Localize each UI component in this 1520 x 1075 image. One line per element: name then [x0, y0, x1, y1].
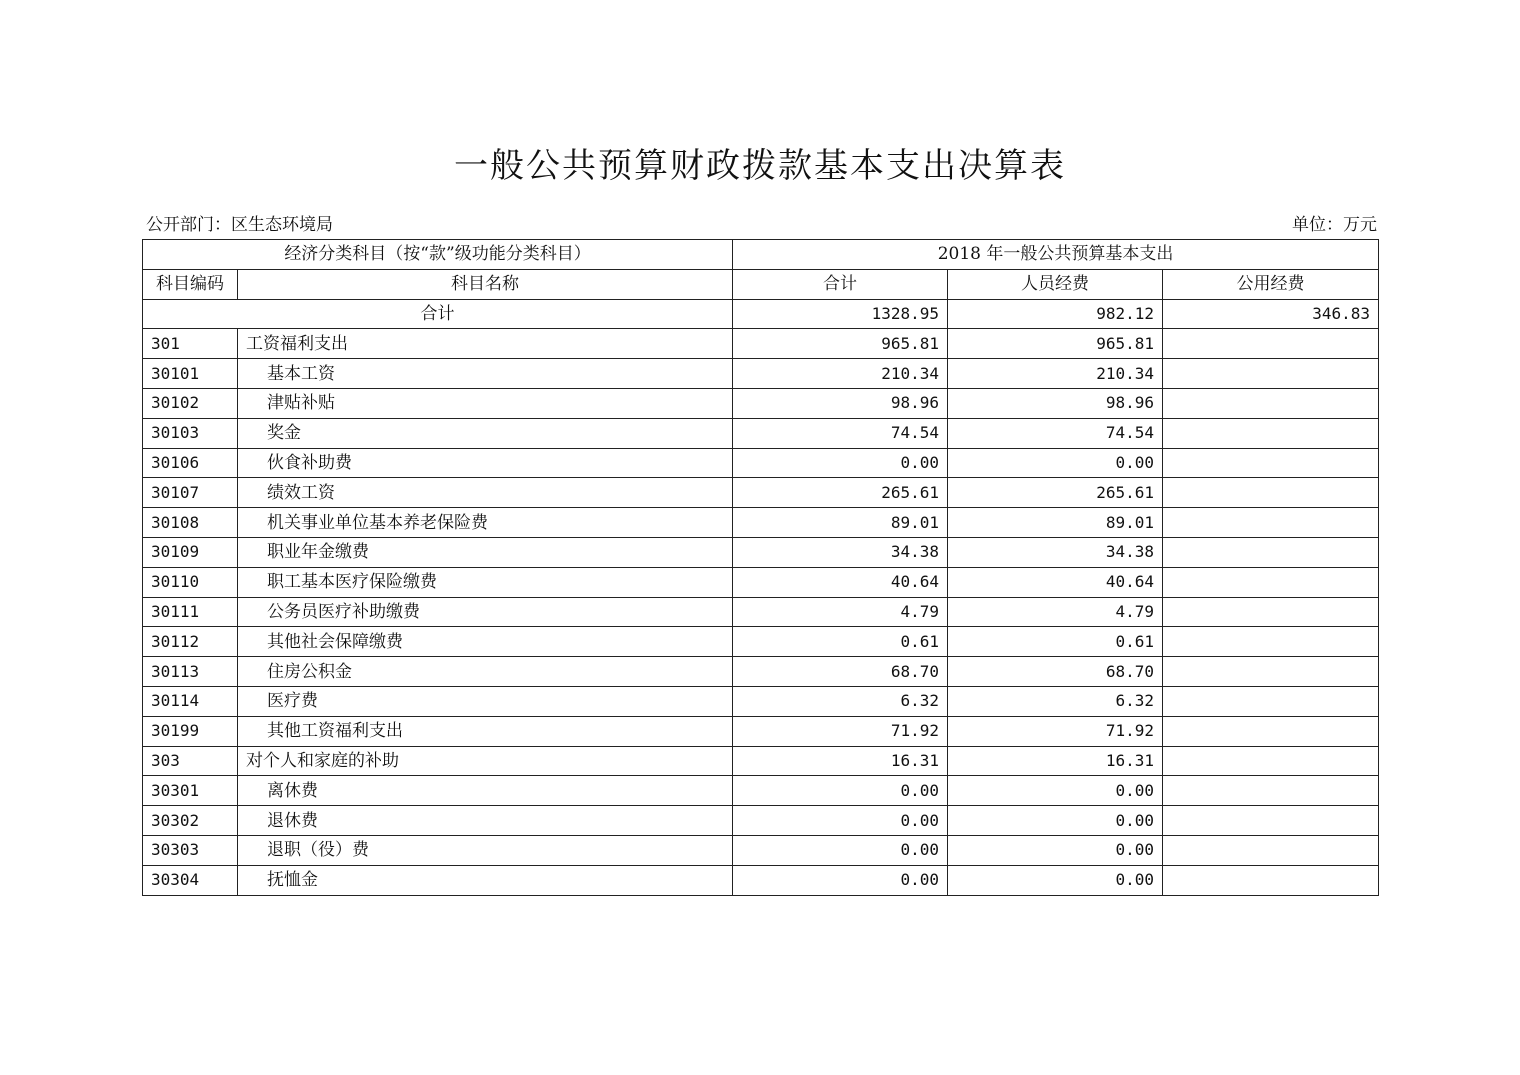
- col-header-personnel: 人员经费: [948, 269, 1163, 299]
- row-public: [1163, 835, 1379, 865]
- budget-table: [142, 239, 1379, 896]
- row-name: 对个人和家庭的补助: [238, 746, 733, 776]
- row-personnel: 68.70: [948, 657, 1163, 687]
- row-code: 30111: [143, 597, 238, 627]
- table-row: [143, 776, 1379, 806]
- table-row: [143, 865, 1379, 895]
- total-row-personnel: 982.12: [948, 299, 1163, 329]
- row-name: 住房公积金: [238, 657, 733, 687]
- row-personnel: 40.64: [948, 567, 1163, 597]
- row-total: 40.64: [733, 567, 948, 597]
- row-name: 退职（役）费: [238, 835, 733, 865]
- row-code: 303: [143, 746, 238, 776]
- row-total: 71.92: [733, 716, 948, 746]
- row-public: [1163, 746, 1379, 776]
- row-name: 工资福利支出: [238, 329, 733, 359]
- row-public: [1163, 329, 1379, 359]
- row-public: [1163, 716, 1379, 746]
- table-row: [143, 329, 1379, 359]
- row-code: 30108: [143, 508, 238, 538]
- row-code: 30114: [143, 686, 238, 716]
- row-total: 74.54: [733, 418, 948, 448]
- row-code: 30102: [143, 388, 238, 418]
- row-public: [1163, 508, 1379, 538]
- row-name: 基本工资: [238, 359, 733, 389]
- row-personnel: 16.31: [948, 746, 1163, 776]
- row-public: [1163, 597, 1379, 627]
- row-personnel: 71.92: [948, 716, 1163, 746]
- table-row: [143, 806, 1379, 836]
- row-total: 0.00: [733, 865, 948, 895]
- table-row: [143, 388, 1379, 418]
- header-economic-classification: 经济分类科目（按“款”级功能分类科目）: [143, 240, 733, 270]
- table-row: [143, 686, 1379, 716]
- table-row: [143, 478, 1379, 508]
- row-total: 0.00: [733, 806, 948, 836]
- row-public: [1163, 359, 1379, 389]
- row-public: [1163, 806, 1379, 836]
- row-total: 265.61: [733, 478, 948, 508]
- table-row: [143, 746, 1379, 776]
- row-code: 30301: [143, 776, 238, 806]
- row-public: [1163, 448, 1379, 478]
- row-public: [1163, 865, 1379, 895]
- unit-label: 单位：万元: [1292, 215, 1377, 235]
- row-total: 16.31: [733, 746, 948, 776]
- row-total: 68.70: [733, 657, 948, 687]
- row-total: 0.00: [733, 776, 948, 806]
- table-row: [143, 835, 1379, 865]
- row-total: 210.34: [733, 359, 948, 389]
- row-personnel: 0.61: [948, 627, 1163, 657]
- table-body: [143, 240, 1379, 896]
- row-personnel: 0.00: [948, 776, 1163, 806]
- col-header-public: 公用经费: [1163, 269, 1379, 299]
- row-name: 津贴补贴: [238, 388, 733, 418]
- table-row: [143, 716, 1379, 746]
- row-name: 职工基本医疗保险缴费: [238, 567, 733, 597]
- row-code: 30110: [143, 567, 238, 597]
- row-code: 30107: [143, 478, 238, 508]
- total-row-total: 1328.95: [733, 299, 948, 329]
- header-row-group: [143, 240, 1379, 270]
- header-basic-expenditure: 2018 年一般公共预算基本支出: [733, 240, 1379, 270]
- row-public: [1163, 388, 1379, 418]
- row-personnel: 74.54: [948, 418, 1163, 448]
- row-code: 30106: [143, 448, 238, 478]
- row-name: 抚恤金: [238, 865, 733, 895]
- row-code: 301: [143, 329, 238, 359]
- row-name: 退休费: [238, 806, 733, 836]
- row-name: 医疗费: [238, 686, 733, 716]
- row-public: [1163, 478, 1379, 508]
- row-personnel: 6.32: [948, 686, 1163, 716]
- page-title: 一般公共预算财政拨款基本支出决算表: [454, 146, 1066, 186]
- row-personnel: 265.61: [948, 478, 1163, 508]
- row-total: 0.61: [733, 627, 948, 657]
- row-public: [1163, 686, 1379, 716]
- row-personnel: 98.96: [948, 388, 1163, 418]
- row-code: 30109: [143, 537, 238, 567]
- row-personnel: 0.00: [948, 448, 1163, 478]
- row-public: [1163, 537, 1379, 567]
- row-code: 30303: [143, 835, 238, 865]
- col-header-name: 科目名称: [238, 269, 733, 299]
- department-label: 公开部门：区生态环境局: [146, 215, 333, 235]
- row-personnel: 0.00: [948, 806, 1163, 836]
- total-row: [143, 299, 1379, 329]
- row-name: 其他社会保障缴费: [238, 627, 733, 657]
- row-personnel: 210.34: [948, 359, 1163, 389]
- row-personnel: 0.00: [948, 835, 1163, 865]
- header-row-columns: [143, 269, 1379, 299]
- table-row: [143, 597, 1379, 627]
- row-total: 6.32: [733, 686, 948, 716]
- row-total: 98.96: [733, 388, 948, 418]
- row-name: 其他工资福利支出: [238, 716, 733, 746]
- row-name: 伙食补助费: [238, 448, 733, 478]
- table-row: [143, 567, 1379, 597]
- table-row: [143, 657, 1379, 687]
- row-public: [1163, 657, 1379, 687]
- row-name: 离休费: [238, 776, 733, 806]
- row-total: 0.00: [733, 835, 948, 865]
- table-row: [143, 448, 1379, 478]
- table-row: [143, 537, 1379, 567]
- row-public: [1163, 418, 1379, 448]
- row-code: 30199: [143, 716, 238, 746]
- row-name: 机关事业单位基本养老保险费: [238, 508, 733, 538]
- row-personnel: 4.79: [948, 597, 1163, 627]
- row-public: [1163, 567, 1379, 597]
- row-name: 奖金: [238, 418, 733, 448]
- row-public: [1163, 776, 1379, 806]
- row-name: 职业年金缴费: [238, 537, 733, 567]
- row-personnel: 965.81: [948, 329, 1163, 359]
- table-row: [143, 359, 1379, 389]
- row-name: 绩效工资: [238, 478, 733, 508]
- row-total: 0.00: [733, 448, 948, 478]
- row-code: 30103: [143, 418, 238, 448]
- total-row-public: 346.83: [1163, 299, 1379, 329]
- row-personnel: 34.38: [948, 537, 1163, 567]
- row-code: 30112: [143, 627, 238, 657]
- row-personnel: 0.00: [948, 865, 1163, 895]
- total-row-label: 合计: [143, 299, 733, 329]
- table-row: [143, 508, 1379, 538]
- row-code: 30113: [143, 657, 238, 687]
- col-header-code: 科目编码: [143, 269, 238, 299]
- table-row: [143, 418, 1379, 448]
- row-total: 965.81: [733, 329, 948, 359]
- row-code: 30304: [143, 865, 238, 895]
- row-code: 30101: [143, 359, 238, 389]
- row-total: 34.38: [733, 537, 948, 567]
- row-personnel: 89.01: [948, 508, 1163, 538]
- col-header-total: 合计: [733, 269, 948, 299]
- row-name: 公务员医疗补助缴费: [238, 597, 733, 627]
- row-total: 89.01: [733, 508, 948, 538]
- row-public: [1163, 627, 1379, 657]
- table-row: [143, 627, 1379, 657]
- row-total: 4.79: [733, 597, 948, 627]
- row-code: 30302: [143, 806, 238, 836]
